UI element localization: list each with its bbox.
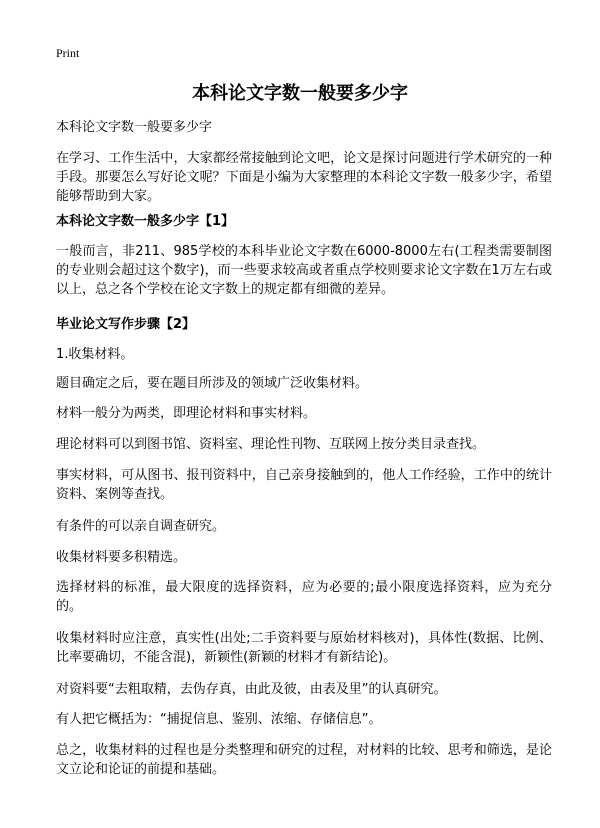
paragraph-summary-phrase: 有人把它概括为：“捕捉信息、鉴别、浓缩、存储信息”。 [56, 712, 382, 727]
paragraph-field-research: 有条件的可以亲自调查研究。 [56, 519, 226, 534]
paragraph-selection-criteria: 选择材料的标准，最大限度的选择资料，应为必要的;最小限度选择资料，应为充分的。 [56, 580, 552, 614]
paragraph-material-types: 材料一般分为两类，即理论材料和事实材料。 [56, 406, 317, 421]
paragraph-theory-materials: 理论材料可以到图书馆、资料室、理论性刊物、互联网上按分类目录查找。 [56, 437, 486, 452]
paragraph-subtitle: 本科论文字数一般要多少字 [56, 120, 213, 135]
page-title: 本科论文字数一般要多少字 [192, 83, 408, 104]
paragraph-attention-points: 收集材料时应注意，真实性(出处;二手资料要与原始材料核对)，具体性(数据、比例、比率要确切，不能含混)，新颖性(新颖的材料才有新结论)。 [56, 631, 552, 665]
paragraph-word-count: 一般而言，非211、985学校的本科毕业论文字数在6000-8000左右(工程类需要制图的专业则会超过这个数字)，而一些要求较高或者重点学校则要求论文字数在1万左右或以上，总之各个学校在论文字数上的规定都有细微的差异。 [56, 244, 552, 297]
paragraph-conclusion: 总之，收集材料的过程也是分类整理和研究的过程，对材料的比较、思考和筛选，是论文立论和论证的前提和基础。 [56, 743, 552, 777]
paragraph-research-method: 对资料要“去粗取精，去伪存真，由此及彼，由表及里”的认真研究。 [56, 682, 447, 697]
paragraph-step-1: 1.收集材料。 [56, 347, 134, 362]
print-link[interactable]: Print [56, 46, 80, 60]
paragraph-topic-materials: 题目确定之后，要在题目所涉及的领域广泛收集材料。 [56, 376, 369, 391]
paragraph-fact-materials: 事实材料，可从图书、报刊资料中，自己亲身接触到的，他人工作经验，工作中的统计资料、案例等查找。 [56, 468, 552, 502]
paragraph-select-carefully: 收集材料要多积精选。 [56, 550, 187, 565]
paragraph-intro: 在学习、工作生活中，大家都经常接触到论文吧，论文是探讨问题进行学术研究的一种手段。那要怎么写好论文呢？下面是小编为大家整理的本科论文字数一般多少字，希望能够帮助到大家。 [56, 151, 552, 204]
section-heading-1: 本科论文字数一般多少字【1】 [56, 214, 235, 229]
section-heading-2: 毕业论文写作步骤【2】 [56, 317, 196, 332]
